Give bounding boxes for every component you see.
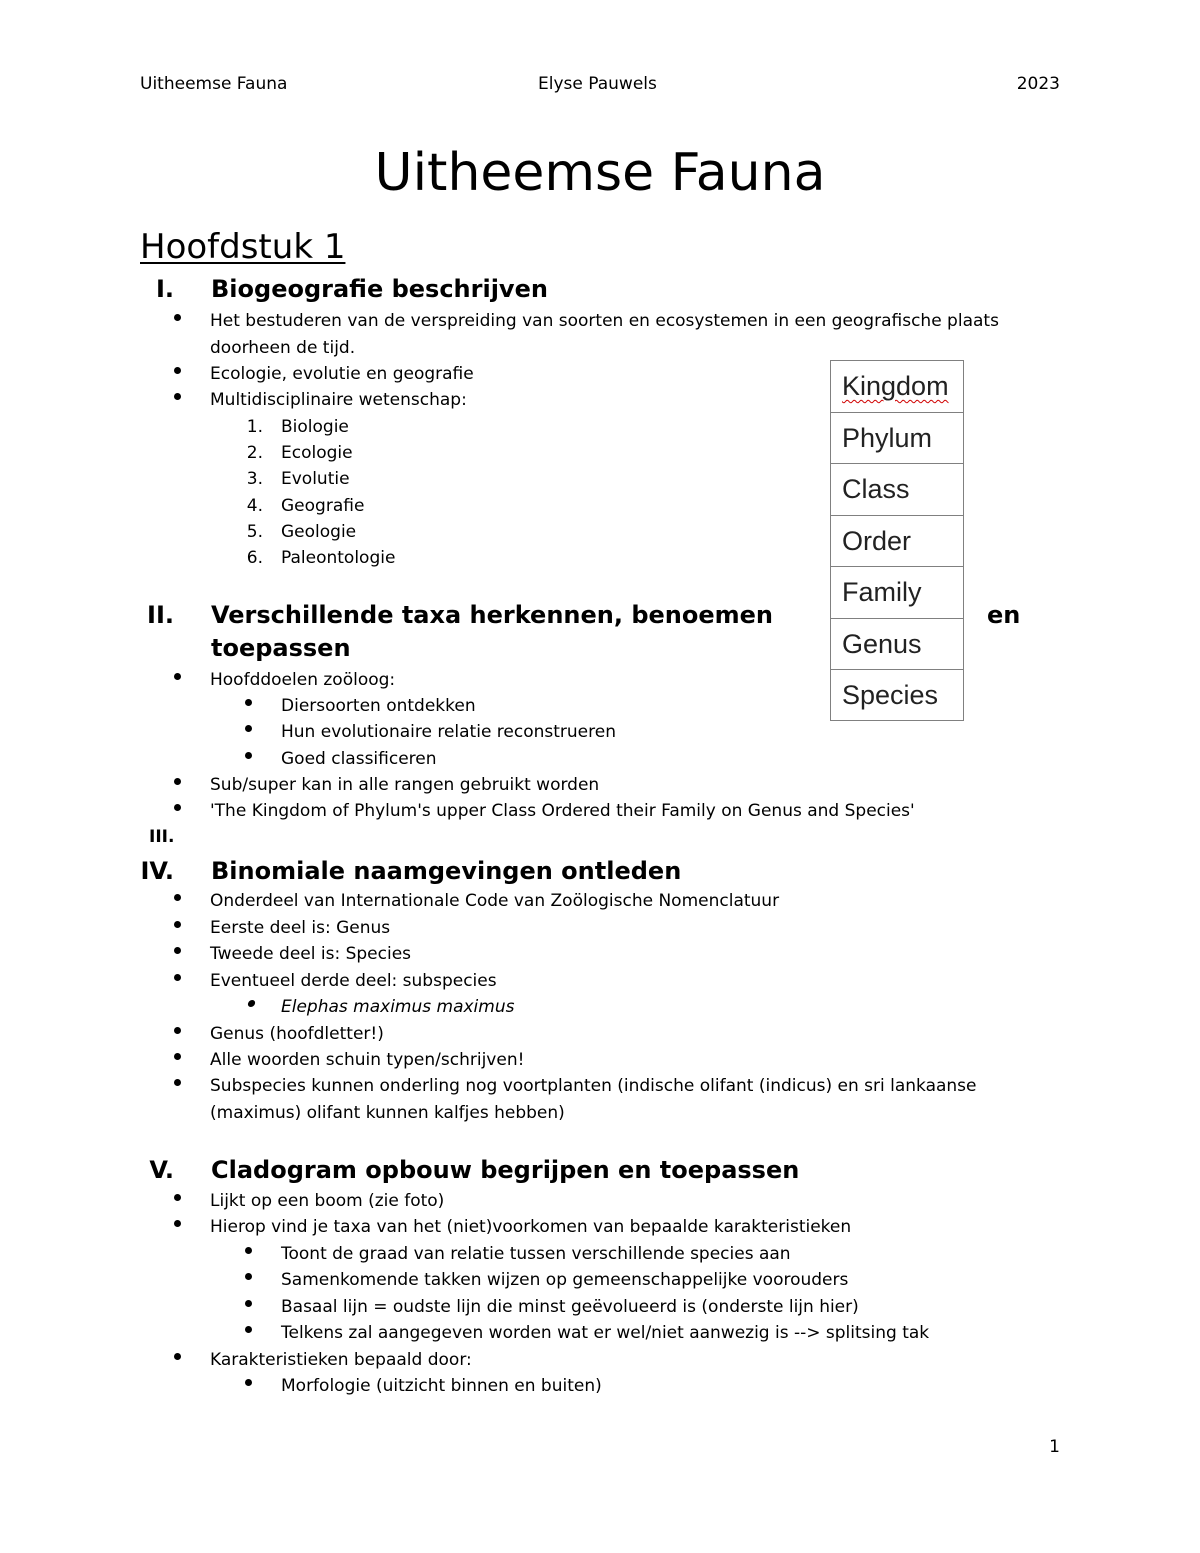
bullet-icon <box>247 1000 255 1007</box>
bullet-icon <box>174 1027 181 1034</box>
bullet-text: Eerste deel is: Genus <box>210 918 391 938</box>
bullet-text: Onderdeel van Internationale Code van Zoölogische Nomenclatuur <box>210 891 780 911</box>
bullet-icon <box>174 894 181 901</box>
list-number: 2. <box>246 443 263 463</box>
list-item: Evolutie <box>281 469 350 489</box>
bullet-icon <box>245 699 252 706</box>
bullet-text: Het bestuderen van de verspreiding van soorten en ecosystemen in een geografische plaats <box>210 311 999 331</box>
bullet-text: Sub/super kan in alle rangen gebruikt worden <box>210 775 600 795</box>
page-number: 1 <box>1049 1437 1060 1457</box>
document-title: Uitheemse Fauna <box>374 143 826 203</box>
section-2-title: Verschillende taxa herkennen, benoemen <box>211 601 774 629</box>
list-item: Ecologie <box>281 443 353 463</box>
taxonomy-rank: Genus <box>831 619 963 671</box>
bullet-text: Alle woorden schuin typen/schrijven! <box>210 1050 525 1070</box>
sub-bullet-text: Samenkomende takken wijzen op gemeenschappelijke voorouders <box>281 1270 849 1290</box>
bullet-icon <box>174 804 181 811</box>
bullet-text: Subspecies kunnen onderling nog voortplanten (indische olifant (indicus) en sri lankaanse <box>210 1076 977 1096</box>
bullet-icon <box>245 1247 252 1254</box>
bullet-icon <box>174 393 181 400</box>
bullet-icon <box>245 1326 252 1333</box>
sub-bullet-text: Elephas maximus maximus <box>281 997 515 1017</box>
sub-bullet-text: Goed classificeren <box>281 749 437 769</box>
section-4-title: Binomiale naamgevingen ontleden <box>211 857 682 885</box>
bullet-icon <box>174 974 181 981</box>
list-number: 1. <box>246 417 263 437</box>
list-item: Geologie <box>281 522 357 542</box>
taxonomy-rank: Family <box>831 567 963 619</box>
bullet-text: Hierop vind je taxa van het (niet)voorkomen van bepaalde karakteristieken <box>210 1217 852 1237</box>
bullet-text: Tweede deel is: Species <box>210 944 412 964</box>
bullet-icon <box>174 947 181 954</box>
header-left: Uitheemse Fauna <box>140 74 288 94</box>
section-1-number: I. <box>155 275 174 303</box>
sub-bullet-text: Diersoorten ontdekken <box>281 696 476 716</box>
list-item: Geografie <box>281 496 365 516</box>
section-2-number: II. <box>147 601 174 629</box>
taxonomy-rank: Phylum <box>831 413 963 465</box>
header-author: Elyse Pauwels <box>538 74 657 94</box>
header-year: 2023 <box>1016 74 1060 94</box>
bullet-icon <box>174 778 181 785</box>
bullet-icon <box>174 1079 181 1086</box>
bullet-text: Genus (hoofdletter!) <box>210 1024 384 1044</box>
bullet-text: Lijkt op een boom (zie foto) <box>210 1191 445 1211</box>
taxonomy-rank: Class <box>831 464 963 516</box>
list-number: 6. <box>246 548 263 568</box>
section-1-title: Biogeografie beschrijven <box>211 275 548 303</box>
taxonomy-rank <box>831 361 963 413</box>
bullet-icon <box>174 1220 181 1227</box>
bullet-icon <box>174 314 181 321</box>
bullet-icon <box>245 1273 252 1280</box>
bullet-text: Multidisciplinaire wetenschap: <box>210 390 467 410</box>
bullet-text: Eventueel derde deel: subspecies <box>210 971 497 991</box>
section-3-number: III. <box>149 827 175 847</box>
section-5-title: Cladogram opbouw begrijpen en toepassen <box>211 1156 800 1184</box>
bullet-icon <box>245 752 252 759</box>
sub-bullet-text: Basaal lijn = oudste lijn die minst geëvolueerd is (onderste lijn hier) <box>281 1297 859 1317</box>
list-item: Paleontologie <box>281 548 396 568</box>
bullet-icon <box>174 673 181 680</box>
section-2-title-end: en <box>987 601 1021 629</box>
chapter-heading: Hoofdstuk 1 <box>140 227 346 267</box>
bullet-icon <box>174 1194 181 1201</box>
bullet-icon <box>174 921 181 928</box>
bullet-icon <box>245 725 252 732</box>
bullet-icon <box>174 367 181 374</box>
list-item: Biologie <box>281 417 349 437</box>
list-number: 3. <box>246 469 263 489</box>
section-2-title-continued: toepassen <box>211 634 351 662</box>
bullet-icon <box>245 1300 252 1307</box>
sub-bullet-text: Hun evolutionaire relatie reconstrueren <box>281 722 616 742</box>
sub-bullet-text: Toont de graad van relatie tussen verschillende species aan <box>281 1244 791 1264</box>
section-4-number: IV. <box>140 857 174 885</box>
taxonomy-rank: Species <box>842 680 939 710</box>
bullet-text: Karakteristieken bepaald door: <box>210 1350 472 1370</box>
bullet-icon <box>174 1353 181 1360</box>
list-number: 4. <box>246 496 263 516</box>
taxonomy-rank-label: Kingdom <box>842 371 949 401</box>
list-number: 5. <box>246 522 263 542</box>
bullet-icon <box>174 1053 181 1060</box>
section-5-number: V. <box>149 1156 174 1184</box>
bullet-text-continued: doorheen de tijd. <box>210 338 356 358</box>
bullet-icon <box>245 1379 252 1386</box>
sub-bullet-text: Morfologie (uitzicht binnen en buiten) <box>281 1376 602 1396</box>
bullet-text: Hoofddoelen zoöloog: <box>210 670 396 690</box>
sub-bullet-text: Telkens zal aangegeven worden wat er wel/niet aanwezig is --> splitsing tak <box>281 1323 930 1343</box>
taxonomy-ranks-image <box>830 360 964 721</box>
taxonomy-rank: Order <box>831 516 963 568</box>
bullet-text: 'The Kingdom of Phylum's upper Class Ordered their Family on Genus and Species' <box>210 801 915 821</box>
bullet-text: Ecologie, evolutie en geografie <box>210 364 474 384</box>
bullet-text-continued: (maximus) olifant kunnen kalfjes hebben) <box>210 1103 565 1123</box>
